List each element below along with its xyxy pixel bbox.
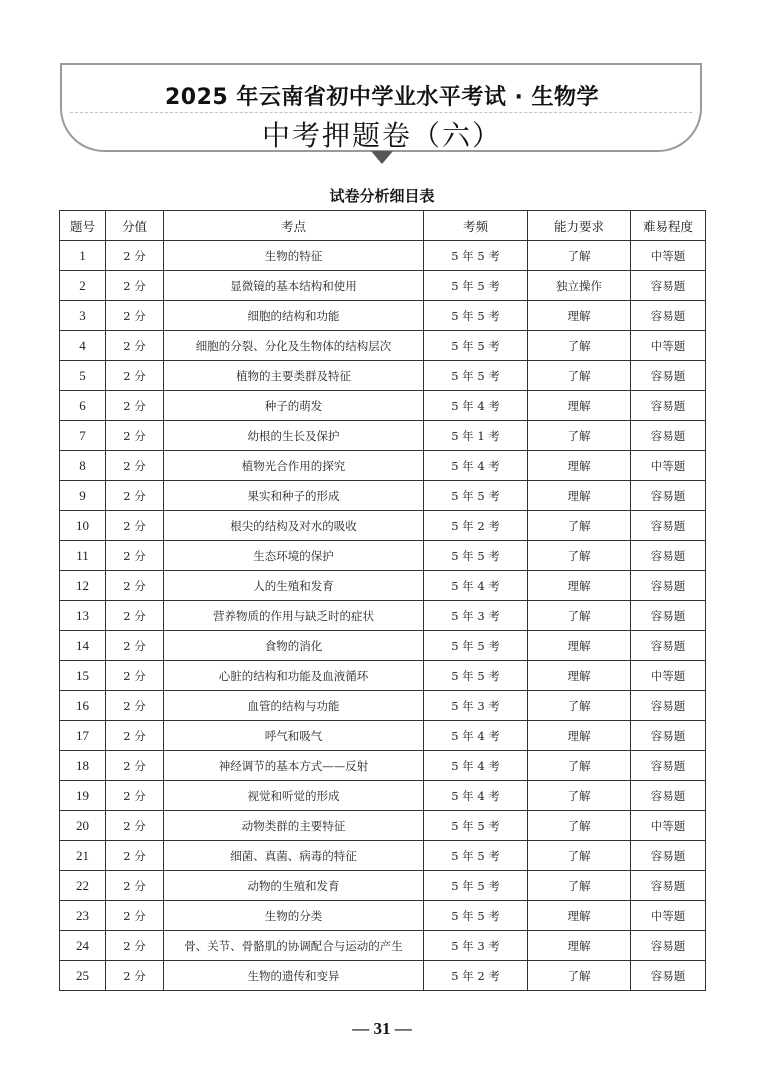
frequency-cell: 5 年 4 考 — [424, 751, 528, 781]
topic-cell: 果实和种子的形成 — [164, 481, 424, 511]
ability-cell: 了解 — [528, 691, 631, 721]
table-caption: 试卷分析细目表 — [329, 187, 435, 205]
table-row — [60, 241, 706, 271]
score-cell: 2 分 — [106, 391, 164, 421]
frequency-cell: 5 年 5 考 — [424, 301, 528, 331]
ability-cell: 理解 — [528, 901, 631, 931]
frequency-cell: 5 年 4 考 — [424, 571, 528, 601]
table-row — [60, 661, 706, 691]
question-number-cell: 7 — [60, 421, 106, 451]
question-number-cell: 16 — [60, 691, 106, 721]
ability-cell: 了解 — [528, 361, 631, 391]
frequency-cell: 5 年 5 考 — [424, 631, 528, 661]
question-number-cell: 17 — [60, 721, 106, 751]
topic-cell: 人的生殖和发育 — [164, 571, 424, 601]
frequency-cell: 5 年 5 考 — [424, 481, 528, 511]
triangle-pointer-icon — [371, 151, 393, 164]
ability-cell: 了解 — [528, 601, 631, 631]
score-cell: 2 分 — [106, 571, 164, 601]
table-row — [60, 781, 706, 811]
ability-cell: 理解 — [528, 301, 631, 331]
column-header-number: 题号 — [60, 211, 106, 241]
frequency-cell: 5 年 5 考 — [424, 871, 528, 901]
score-cell: 2 分 — [106, 781, 164, 811]
table-row — [60, 391, 706, 421]
question-number-cell: 9 — [60, 481, 106, 511]
score-cell: 2 分 — [106, 901, 164, 931]
ability-cell: 了解 — [528, 751, 631, 781]
topic-cell: 生物的特征 — [164, 241, 424, 271]
frequency-cell: 5 年 5 考 — [424, 541, 528, 571]
difficulty-cell: 容易题 — [631, 841, 706, 871]
difficulty-cell: 中等题 — [631, 661, 706, 691]
frequency-cell: 5 年 5 考 — [424, 361, 528, 391]
ability-cell: 了解 — [528, 241, 631, 271]
frequency-cell: 5 年 3 考 — [424, 691, 528, 721]
topic-cell: 骨、关节、骨骼肌的协调配合与运动的产生 — [164, 931, 424, 961]
title-divider — [70, 112, 692, 113]
topic-cell: 细胞的结构和功能 — [164, 301, 424, 331]
score-cell: 2 分 — [106, 331, 164, 361]
difficulty-cell: 容易题 — [631, 421, 706, 451]
ability-cell: 独立操作 — [528, 271, 631, 301]
frequency-cell: 5 年 5 考 — [424, 271, 528, 301]
frequency-cell: 5 年 5 考 — [424, 661, 528, 691]
score-cell: 2 分 — [106, 931, 164, 961]
difficulty-cell: 中等题 — [631, 331, 706, 361]
question-number-cell: 24 — [60, 931, 106, 961]
question-number-cell: 19 — [60, 781, 106, 811]
difficulty-cell: 容易题 — [631, 871, 706, 901]
table-row — [60, 271, 706, 301]
score-cell: 2 分 — [106, 421, 164, 451]
frequency-cell: 5 年 3 考 — [424, 931, 528, 961]
difficulty-cell: 容易题 — [631, 511, 706, 541]
difficulty-cell: 容易题 — [631, 391, 706, 421]
ability-cell: 理解 — [528, 481, 631, 511]
table-row — [60, 331, 706, 361]
ability-cell: 了解 — [528, 841, 631, 871]
topic-cell: 营养物质的作用与缺乏时的症状 — [164, 601, 424, 631]
question-number-cell: 8 — [60, 451, 106, 481]
question-number-cell: 25 — [60, 961, 106, 991]
difficulty-cell: 容易题 — [631, 781, 706, 811]
frequency-cell: 5 年 4 考 — [424, 451, 528, 481]
paper-title: 中考押题卷（六） — [261, 119, 502, 152]
score-cell: 2 分 — [106, 811, 164, 841]
difficulty-cell: 容易题 — [631, 361, 706, 391]
score-cell: 2 分 — [106, 961, 164, 991]
table-row — [60, 451, 706, 481]
score-cell: 2 分 — [106, 511, 164, 541]
question-number-cell: 3 — [60, 301, 106, 331]
table-row — [60, 301, 706, 331]
score-cell: 2 分 — [106, 661, 164, 691]
score-cell: 2 分 — [106, 751, 164, 781]
topic-cell: 食物的消化 — [164, 631, 424, 661]
question-number-cell: 2 — [60, 271, 106, 301]
frequency-cell: 5 年 5 考 — [424, 901, 528, 931]
difficulty-cell: 中等题 — [631, 811, 706, 841]
score-cell: 2 分 — [106, 271, 164, 301]
difficulty-cell: 中等题 — [631, 451, 706, 481]
topic-cell: 细菌、真菌、病毒的特征 — [164, 841, 424, 871]
score-cell: 2 分 — [106, 241, 164, 271]
difficulty-cell: 中等题 — [631, 241, 706, 271]
frequency-cell: 5 年 5 考 — [424, 841, 528, 871]
analysis-table — [59, 210, 706, 991]
frequency-cell: 5 年 2 考 — [424, 961, 528, 991]
topic-cell: 细胞的分裂、分化及生物体的结构层次 — [164, 331, 424, 361]
table-row — [60, 481, 706, 511]
table-row — [60, 541, 706, 571]
question-number-cell: 4 — [60, 331, 106, 361]
topic-cell: 根尖的结构及对水的吸收 — [164, 511, 424, 541]
ability-cell: 了解 — [528, 421, 631, 451]
frequency-cell: 5 年 5 考 — [424, 811, 528, 841]
question-number-cell: 5 — [60, 361, 106, 391]
table-header-row — [60, 211, 706, 241]
topic-cell: 生物的遗传和变异 — [164, 961, 424, 991]
question-number-cell: 15 — [60, 661, 106, 691]
frequency-cell: 5 年 5 考 — [424, 331, 528, 361]
difficulty-cell: 容易题 — [631, 541, 706, 571]
ability-cell: 理解 — [528, 931, 631, 961]
table-body — [60, 241, 706, 991]
table-row — [60, 811, 706, 841]
table-row — [60, 511, 706, 541]
difficulty-cell: 容易题 — [631, 721, 706, 751]
frequency-cell: 5 年 4 考 — [424, 391, 528, 421]
score-cell: 2 分 — [106, 721, 164, 751]
topic-cell: 生物的分类 — [164, 901, 424, 931]
difficulty-cell: 容易题 — [631, 931, 706, 961]
column-header-topic: 考点 — [164, 211, 424, 241]
ability-cell: 理解 — [528, 391, 631, 421]
ability-cell: 了解 — [528, 781, 631, 811]
question-number-cell: 18 — [60, 751, 106, 781]
question-number-cell: 13 — [60, 601, 106, 631]
frequency-cell: 5 年 5 考 — [424, 241, 528, 271]
question-number-cell: 22 — [60, 871, 106, 901]
frequency-cell: 5 年 1 考 — [424, 421, 528, 451]
table-row — [60, 721, 706, 751]
ability-cell: 理解 — [528, 661, 631, 691]
frequency-cell: 5 年 4 考 — [424, 781, 528, 811]
table-row — [60, 361, 706, 391]
topic-cell: 植物光合作用的探究 — [164, 451, 424, 481]
topic-cell: 动物类群的主要特征 — [164, 811, 424, 841]
score-cell: 2 分 — [106, 541, 164, 571]
ability-cell: 了解 — [528, 961, 631, 991]
difficulty-cell: 容易题 — [631, 961, 706, 991]
frequency-cell: 5 年 4 考 — [424, 721, 528, 751]
topic-cell: 血管的结构与功能 — [164, 691, 424, 721]
question-number-cell: 10 — [60, 511, 106, 541]
score-cell: 2 分 — [106, 481, 164, 511]
frequency-cell: 5 年 2 考 — [424, 511, 528, 541]
question-number-cell: 21 — [60, 841, 106, 871]
difficulty-cell: 中等题 — [631, 901, 706, 931]
question-number-cell: 14 — [60, 631, 106, 661]
column-header-difficulty: 难易程度 — [631, 211, 706, 241]
score-cell: 2 分 — [106, 301, 164, 331]
question-number-cell: 11 — [60, 541, 106, 571]
topic-cell: 呼气和吸气 — [164, 721, 424, 751]
table-row — [60, 691, 706, 721]
table-row — [60, 751, 706, 781]
topic-cell: 心脏的结构和功能及血液循环 — [164, 661, 424, 691]
difficulty-cell: 容易题 — [631, 601, 706, 631]
score-cell: 2 分 — [106, 871, 164, 901]
score-cell: 2 分 — [106, 841, 164, 871]
score-cell: 2 分 — [106, 601, 164, 631]
difficulty-cell: 容易题 — [631, 301, 706, 331]
ability-cell: 理解 — [528, 571, 631, 601]
table-row — [60, 421, 706, 451]
ability-cell: 理解 — [528, 451, 631, 481]
question-number-cell: 6 — [60, 391, 106, 421]
question-number-cell: 12 — [60, 571, 106, 601]
table-row — [60, 961, 706, 991]
ability-cell: 了解 — [528, 811, 631, 841]
difficulty-cell: 容易题 — [631, 631, 706, 661]
question-number-cell: 20 — [60, 811, 106, 841]
score-cell: 2 分 — [106, 631, 164, 661]
column-header-ability: 能力要求 — [528, 211, 631, 241]
score-cell: 2 分 — [106, 451, 164, 481]
table-row — [60, 901, 706, 931]
topic-cell: 植物的主要类群及特征 — [164, 361, 424, 391]
topic-cell: 幼根的生长及保护 — [164, 421, 424, 451]
difficulty-cell: 容易题 — [631, 571, 706, 601]
score-cell: 2 分 — [106, 361, 164, 391]
score-cell: 2 分 — [106, 691, 164, 721]
difficulty-cell: 容易题 — [631, 751, 706, 781]
topic-cell: 生态环境的保护 — [164, 541, 424, 571]
difficulty-cell: 容易题 — [631, 691, 706, 721]
difficulty-cell: 容易题 — [631, 481, 706, 511]
ability-cell: 了解 — [528, 541, 631, 571]
column-header-score: 分值 — [106, 211, 164, 241]
column-header-frequency: 考频 — [424, 211, 528, 241]
table-row — [60, 631, 706, 661]
table-row — [60, 931, 706, 961]
exam-title: 2025 年云南省初中学业水平考试 · 生物学 — [164, 85, 600, 110]
topic-cell: 神经调节的基本方式——反射 — [164, 751, 424, 781]
table-row — [60, 571, 706, 601]
page-number: — 31 — — [352, 1019, 412, 1038]
ability-cell: 理解 — [528, 631, 631, 661]
ability-cell: 理解 — [528, 721, 631, 751]
question-number-cell: 23 — [60, 901, 106, 931]
table-row — [60, 871, 706, 901]
topic-cell: 显微镜的基本结构和使用 — [164, 271, 424, 301]
topic-cell: 种子的萌发 — [164, 391, 424, 421]
difficulty-cell: 容易题 — [631, 271, 706, 301]
question-number-cell: 1 — [60, 241, 106, 271]
ability-cell: 了解 — [528, 331, 631, 361]
ability-cell: 了解 — [528, 511, 631, 541]
topic-cell: 视觉和听觉的形成 — [164, 781, 424, 811]
frequency-cell: 5 年 3 考 — [424, 601, 528, 631]
ability-cell: 了解 — [528, 871, 631, 901]
table-row — [60, 841, 706, 871]
table-row — [60, 601, 706, 631]
topic-cell: 动物的生殖和发育 — [164, 871, 424, 901]
